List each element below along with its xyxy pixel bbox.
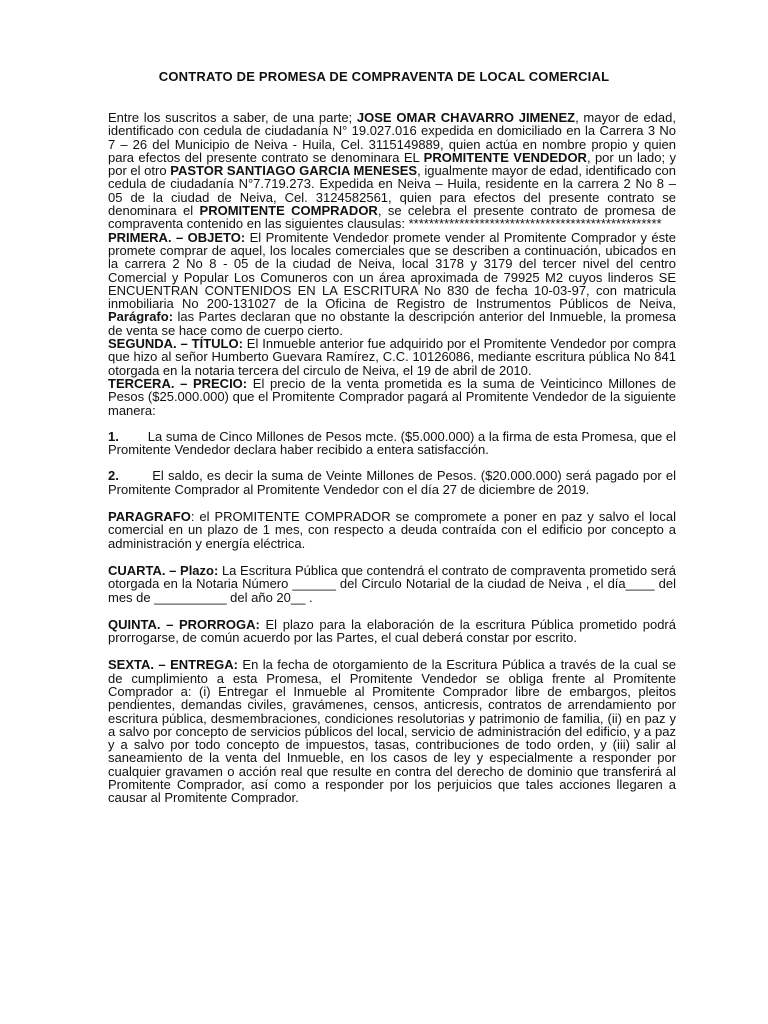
item-number: 1.	[108, 428, 119, 444]
clause-sexta	[108, 658, 676, 804]
intro-text-2: , mayor de edad, identificado con cedula de ciudadanía N° 19.027.016 expedida en domiciliado en la Carrera 3 No 7 – 26 del Municipio de Neiva - Huila, Cel. 3115149889, quien actúa en nombre propio y quien para efectos del presente contrato se denominara EL	[108, 110, 676, 165]
intro-text-1: Entre los suscritos a saber, de una parte;	[108, 110, 357, 125]
vendedor-name: JOSE OMAR CHAVARRO JIMENEZ	[356, 110, 576, 125]
clause-tercera	[108, 377, 676, 417]
payment-item-2	[108, 468, 680, 497]
item-text: El saldo, es decir la suma de Veinte Millones de Pesos. ($20.000.000) será pagado por el Promitente Comprador al Promitente Vendedor con el día 27 de diciembre de 2019.	[108, 468, 680, 497]
intro-text-3: , por un lado; y por el otro	[108, 149, 677, 179]
clause-text: La Escritura Pública que contendrá el contrato de compraventa prometido será otorgada en la Notaria Número ______ del Circulo Notarial de la ciudad de Neiva , el día____ del mes de __________ del año 20__ .	[108, 562, 676, 605]
clause-text: El precio de la venta prometida es la suma de Veinticinco Millones de Pesos ($25.000.000) que el Promitente Comprador pagará al Promitente Vendedor de la siguiente manera:	[108, 375, 677, 418]
document-title: CONTRATO DE PROMESA DE COMPRAVENTA DE LOCAL COMERCIAL	[158, 69, 610, 84]
comprador-role: PROMITENTE COMPRADOR	[199, 203, 378, 219]
clause-heading: SEGUNDA. – TÍTULO:	[108, 336, 243, 352]
clause-cuarta	[108, 564, 676, 604]
clause-heading: SEXTA. – ENTREGA:	[108, 657, 238, 673]
vendedor-role: PROMITENTE VENDEDOR	[423, 149, 587, 165]
clause-text: las Partes declaran que no obstante la descripción anterior del Inmueble, la promesa de venta se hace como de cuerpo cierto.	[108, 309, 676, 338]
clause-text: El Inmueble anterior fue adquirido por el Promitente Vendedor por compra que hizo al señor Humberto Guevara Ramírez, C.C. 10126086, mediante escritura pública No 841 otorgada en la notaria tercera del circulo de Neiva, el 19 de abril de 2010.	[108, 336, 676, 378]
clause-heading: PRIMERA. – OBJETO:	[108, 229, 246, 245]
intro-paragraph	[108, 111, 676, 231]
clause-paragrafo	[108, 510, 676, 550]
clause-quinta	[108, 618, 676, 645]
clause-text: El plazo para la elaboración de la escritura Pública prometido podrá prorrogarse, de común acuerdo por las Partes, el cual deberá constar por escrito.	[108, 616, 676, 646]
intro-text-5: , se celebra el presente contrato de promesa de compraventa contenido en las siguientes clausulas: **************************************************	[108, 203, 677, 232]
clause-text: El Promitente Vendedor promete vender al Promitente Comprador y éste promete comprar de aquel, los locales comerciales que se describen a continuación, ubicados en la carrera 2 No 8 - 05 de la ciudad de Neiva, local 3178 y 3179 del tercer nivel del centro Comercial y Popular Los Comuneros con un área aproximada de 79925 M2 cuyos linderos SE ENCUENTRAN CONTENIDOS EN LA ESCRITURA No 830 de fecha 10-03-97, con matricula inmobiliaria No 200-131027 de la Oficina de Registro de Instrumentos Públicos de Neiva,	[108, 229, 677, 312]
paragrafo-label: Parágrafo:	[108, 309, 174, 325]
clause-text: : el PROMITENTE COMPRADOR se compromete a poner en paz y salvo el local comercial en un plazo de 1 mes, con respecto a deuda contraída con el edificio por concepto a administración y energía eléctrica.	[108, 509, 676, 551]
clause-heading: QUINTA. – PRORROGA:	[108, 616, 260, 632]
clause-heading: TERCERA. – PRECIO:	[108, 375, 248, 391]
clause-text: En la fecha de otorgamiento de la Escritura Pública a través de la cual se de cumplimiento a esta Promesa, el Promitente Vendedor se obliga frente al Promitente Comprador a: (i) Entregar el Inmueble al Promitente Comprador libre de embargos, pleitos pendientes, demandas civiles, gravámenes, censos, anticresis, contratos de arrendamiento por escritura pública, desmembraciones, condiciones resolutorias y patrimonio de familia, (ii) en paz y a salvo por concepto de servicios públicos del local, servicio de administración del edificio, y a paz y a salvo por todo concepto de impuestos, tasas, contribuciones de todo orden, y (iii) salir al saneamiento de la venta del Inmueble, en los casos de ley y especialmente a responder por cualquier gravamen o acción real que resulte en contra del derecho de dominio que transferirá al Promitente Comprador, así como a responder por los perjuicios que tales acciones llegaren a causar al Promitente Comprador.	[108, 657, 676, 806]
clause-primera	[108, 231, 676, 337]
clause-heading: PARAGRAFO	[108, 509, 191, 525]
document-body	[108, 110, 680, 806]
clause-heading: CUARTA. – Plazo:	[108, 562, 219, 578]
item-text: La suma de Cinco Millones de Pesos mcte. ($5.000.000) a la firma de esta Promesa, que el Promitente Vendedor declara haber recibido a entera satisfacción.	[108, 428, 680, 458]
item-number: 2.	[108, 468, 119, 484]
payment-item-1	[108, 428, 680, 458]
clause-segunda	[108, 337, 676, 377]
intro-text-4: , igualmente mayor de edad, identificado con cedula de ciudadanía N°7.719.273. Expedida en Neiva – Huila, residente en la carrera 2 No 8 – 05 de la ciudad de Neiva, Cel. 3124582561, quien para efectos del presente contrato se denominara el	[108, 163, 676, 219]
comprador-name: PASTOR SANTIAGO GARCIA MENESES	[170, 163, 418, 179]
